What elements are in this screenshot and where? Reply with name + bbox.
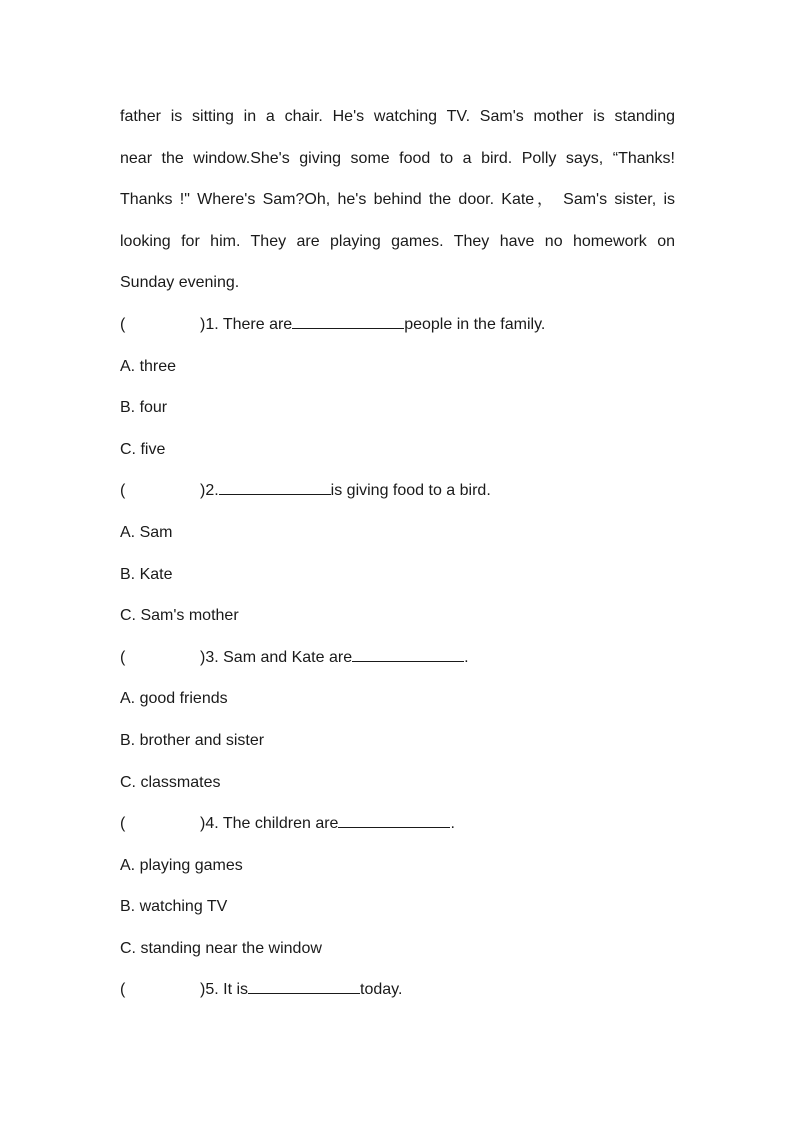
passage-line: Sunday evening. <box>120 274 240 292</box>
question-2 <box>120 470 675 512</box>
answer-paren-open[interactable]: ( <box>120 648 126 666</box>
option-c: C. classmates <box>120 773 221 791</box>
option-c: C. Sam's mother <box>120 607 239 625</box>
option-a: A. playing games <box>120 856 243 874</box>
answer-paren-open[interactable]: ( <box>120 981 126 999</box>
option-b: B. brother and sister <box>120 731 265 749</box>
question-prompt-end: people in the family. <box>404 315 546 333</box>
question-prompt: )5. It is <box>200 981 249 999</box>
question-3 <box>120 637 675 679</box>
passage-line: looking for him. They are playing games. They have no homework on <box>120 232 675 250</box>
passage-line: near the window.She's giving some food to a bird. Polly says, “Thanks! <box>120 149 675 167</box>
question-prompt-end: . <box>464 648 469 666</box>
passage-line: father is sitting in a chair. He's watching TV. Sam's mother is standing <box>120 108 675 125</box>
question-prompt: )4. The children are <box>200 815 339 833</box>
fill-blank[interactable] <box>338 813 450 828</box>
question-5 <box>120 969 675 1011</box>
reading-passage <box>120 96 675 304</box>
question-prompt: )1. There are <box>200 315 293 333</box>
fill-blank[interactable] <box>352 647 464 662</box>
option-b: B. Kate <box>120 565 173 583</box>
option-b: B. watching TV <box>120 898 228 916</box>
question-prompt-end: today. <box>360 981 403 999</box>
answer-paren-open[interactable]: ( <box>120 482 126 500</box>
question-prompt-end: . <box>450 815 455 833</box>
fill-blank[interactable] <box>292 314 404 329</box>
option-c: C. standing near the window <box>120 939 322 957</box>
question-4 <box>120 803 675 845</box>
answer-paren-open[interactable]: ( <box>120 315 126 333</box>
question-1 <box>120 304 675 346</box>
fill-blank[interactable] <box>248 979 360 994</box>
fill-blank[interactable] <box>219 480 331 495</box>
option-b: B. four <box>120 399 168 417</box>
question-prompt: )3. Sam and Kate are <box>200 648 353 666</box>
worksheet-page <box>120 96 675 1011</box>
question-prompt-end: is giving food to a bird. <box>330 482 491 500</box>
option-a: A. Sam <box>120 523 173 541</box>
question-prompt: )2. <box>200 482 219 500</box>
option-a: A. three <box>120 357 177 375</box>
answer-paren-open[interactable]: ( <box>120 815 126 833</box>
option-a: A. good friends <box>120 690 228 708</box>
passage-line: Thanks !" Where's Sam?Oh, he's behind the door. Kate， Sam's sister, is <box>120 191 675 209</box>
option-c: C. five <box>120 440 166 458</box>
